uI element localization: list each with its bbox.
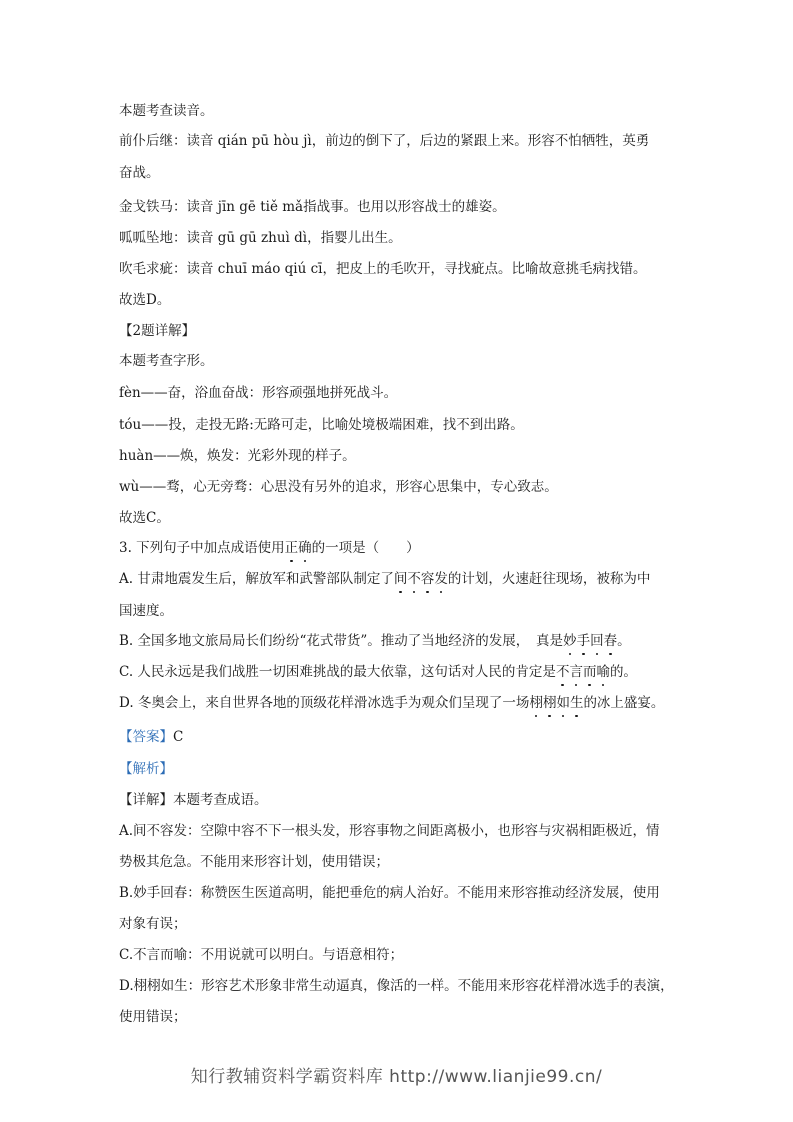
option-a-continued: 国速度。: [119, 603, 173, 619]
text-line: 故选C。: [119, 510, 170, 526]
dotted-char: 而: [582, 664, 597, 680]
explanation-line: 势极其危急。不能用来形容计划，使用错误；: [119, 854, 389, 870]
dotted-char: 不: [555, 664, 570, 680]
text-line: 金戈铁马：读音 jīn gē tiě mǎ指战事。也用以形容战士的雄姿。: [119, 199, 506, 215]
section-heading: 【2题详解】: [119, 323, 196, 339]
option-c: C. 人民永远是我们战胜一切困难挑战的最大依靠，这句话对人民的肯定是不言而喻的。: [119, 664, 637, 680]
explanation-line: A.间不容发：空隙中容不下一根头发，形容事物之间距离极小，也形容与灾祸相距极近，情: [119, 823, 660, 839]
dotted-char: 栩: [542, 695, 557, 711]
dotted-char: 不: [407, 571, 421, 587]
dotted-char: 栩: [529, 695, 543, 711]
dotted-char: 确: [298, 540, 312, 556]
dotted-char: 春: [603, 633, 618, 649]
dotted-char: 间: [393, 571, 408, 587]
analysis-label: 【解析】: [119, 761, 173, 777]
text-line: 故选D。: [119, 292, 171, 308]
dotted-char: 生: [569, 695, 584, 711]
answer-line: [119, 727, 183, 747]
dotted-char: 如: [556, 695, 570, 711]
explanation-line: 使用错误；: [119, 1009, 187, 1025]
dotted-char: 正: [284, 540, 299, 556]
option-b: B. 全国多地文旅局局长们纷纷“花式带货”。推动了当地经济的发展， 真是妙手回春。: [119, 633, 631, 649]
text-line: 本题考查读音。: [119, 103, 214, 119]
question-text: 3. 下列句子中加点成语使用: [119, 540, 285, 556]
footer-watermark: 知行教辅资料学霸资料库 http://www.lianjie99.cn/: [190, 1067, 603, 1087]
text-line: huàn——焕，焕发：光彩外现的样子。: [119, 448, 356, 464]
option-a: A. 甘肃地震发生后，解放军和武警部队制定了间不容发的计划，火速赶往现场，被称为中: [119, 571, 651, 587]
text-line: 奋战。: [119, 165, 160, 181]
text-line: 呱呱坠地：读音 gū gū zhuì dì，指婴儿出生。: [119, 230, 402, 246]
explanation-line: C.不言而喻：不用说就可以明白。与语意相符；: [119, 947, 404, 963]
answer-value: C: [173, 729, 184, 745]
text-line: 前仆后继：读音 qián pū hòu jì，前边的倒下了，后边的紧跟上来。形容不怕牺牲，英勇: [119, 133, 650, 149]
dotted-char: 容: [420, 571, 435, 587]
dotted-char: 言: [569, 664, 583, 680]
dotted-char: 手: [576, 633, 591, 649]
text-line: tóu——投，走投无路:无路可走，比喻处境极端困难，找不到出路。: [119, 417, 524, 433]
explanation-line: B.妙手回春：称赞医生医道高明，能把垂危的病人治好。不能用来形容推动经济发展，使用: [119, 885, 660, 901]
text-line: wù——骛，心无旁骛：心思没有另外的追求，形容心思集中，专心致志。: [119, 479, 558, 495]
explanation-line: D.栩栩如生：形容艺术形象非常生动逼真，像活的一样。不能用来形容花样滑冰选手的表演，: [119, 978, 674, 994]
dotted-char: 发: [434, 571, 448, 587]
dotted-char: 回: [590, 633, 604, 649]
option-d: D. 冬奥会上，来自世界各地的顶级花样滑冰选手为观众们呈现了一场栩栩如生的冰上盛宴。: [119, 695, 665, 711]
text-line: fèn——奋，浴血奋战：形容顽强地拼死战斗。: [119, 385, 398, 401]
dotted-char: 妙: [563, 633, 577, 649]
question-text: 的一项是（ ）: [311, 540, 420, 556]
detail-heading: 【详解】本题考查成语。: [119, 792, 268, 808]
answer-label: 【答案】: [119, 729, 173, 745]
text-line: 吹毛求疵：读音 chuī máo qiú cī，把皮上的毛吹开，寻找疵点。比喻故意挑毛病找错。: [119, 261, 647, 277]
explanation-line: 对象有误；: [119, 916, 187, 932]
dotted-char: 喻: [596, 664, 610, 680]
question-3: [119, 538, 420, 558]
text-line: 本题考查字形。: [119, 353, 214, 369]
